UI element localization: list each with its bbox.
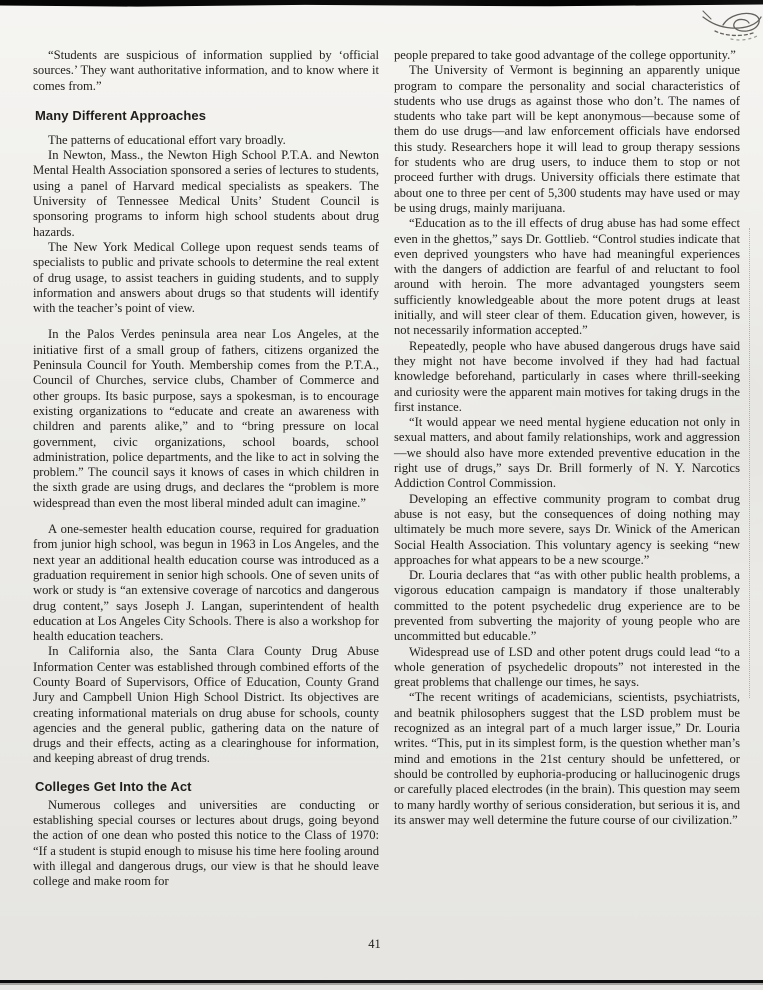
paragraph: Repeatedly, people who have abused dangerous drugs have said they might not have become involved if they had had factual knowledge beforehand, particularly in cases where thrill-seeking and curiosity were the apparent main motives for taking drugs in the first instance. <box>394 338 740 414</box>
right-column <box>394 48 740 890</box>
paragraph: In the Palos Verdes peninsula area near Los Angeles, at the initiative first of a small group of fathers, citizens organized the Peninsula Council for Youth. Membership comes from the P.T.A., Council of Churches, service clubs, Chamber of Commerce and other groups. Its basic purpose, says a spokesman, is to encourage existing organizations to “educate and create an awareness with children and parents alike,” and to “bring pressure on local government, civic organizations, school boards, school administration, police departments, and the like to act in solving the problem.” The council says it knows of cases in which children in the sixth grade are using drugs, and declares the “problem is more widespread than even the most liberal minded adult can imagine.” <box>33 327 379 510</box>
scan-edge-artifact-bottom <box>0 980 763 983</box>
scan-edge-artifact-top <box>0 0 763 7</box>
scan-edge-artifact-right <box>749 228 750 698</box>
paragraph: The patterns of educational effort vary broadly. <box>48 132 286 147</box>
paragraph: Developing an effective community program to combat drug abuse is not easy, but the consequences of doing nothing may ultimately be much more severe, says Dr. Winick of the American Social Health Association. This voluntary agency is seeking “new approaches for what appears to be a new scourge.” <box>394 491 740 567</box>
paragraph: “Education as to the ill effects of drug abuse has had some effect even in the ghettos,” says Dr. Gottlieb. “Control studies indicate that even deprived youngsters who have had meaningful experiences with the dangers of addiction are fearful of and reluctant to fool around with heroin. The more advantaged youngsters seem sufficiently knowledgeable about the more potent drugs at least initially, and will steer clear of them. Education given, however, is not necessarily information accepted.” <box>394 216 740 338</box>
paragraph: “It would appear we need mental hygiene education not only in sexual matters, and about family relationships, work and aggression—we should also have more extended preventive education in the right use of drugs,” says Dr. Brill formerly of N. Y. Narcotics Addiction Control Commission. <box>394 415 740 491</box>
left-column <box>33 48 379 890</box>
two-column-text-body <box>33 48 741 890</box>
section-heading-colleges-get-into-the-act: Colleges Get Into the Act <box>35 778 192 794</box>
paragraph: A one-semester health education course, required for graduation from junior high school, was begun in 1963 in Los Angeles, and the next year an additional health education course was introduced as a graduation requirement in senior high schools. One of seven units of work or study is “an extensive coverage of narcotics and dangerous drug content,” says Joseph J. Langan, superintendent of health education at Los Angeles City Schools. There is also a workshop for health education teachers. <box>33 522 379 644</box>
paragraph: The New York Medical College upon request sends teams of specialists to public and private schools to determine the real extent of drug usage, to assist teachers in guiding students, and to supply information and answers about drugs so that students will identify with the teacher’s point of view. <box>33 239 379 316</box>
paragraph-continuation: people prepared to take good advantage of the college opportunity.” <box>394 48 736 62</box>
paragraph-intro-quote: “Students are suspicious of information supplied by ‘official sources.’ They want authoritative information, and to know where it comes from.” <box>33 48 379 93</box>
paragraph: “The recent writings of academicians, scientists, psychiatrists, and beatnik philosophers suggest that the LSD problem must be recognized as an integral part of a much larger issue,” Dr. Louria writes. “This, put in its simplest form, is the question whether man’s mind and emotions in the 21st century should be unfettered, or should be controlled by euphoria-producing or hallucinogenic drugs or carefully placed electrodes (in the brain). This question may seem to many hardly worthy of serious consideration, but serious it is, and its answer may well determine the future course of our civilization.” <box>394 690 740 827</box>
paragraph: Widespread use of LSD and other potent drugs could lead “to a whole generation of psychedelic dropouts” not interested in the great problems that challenge our times, he says. <box>394 644 740 690</box>
paragraph: The University of Vermont is beginning an apparently unique program to compare the personality and social characteristics of students who use drugs as against those who don’t. The names of students who take part will be kept anonymous—because some of them do use drugs—and law enforcement officials have endorsed this study. Researchers hope it will lead to group therapy sessions for students who are drug users, to induce them to stop or not proceed further with drugs. University officials there estimate that about one to three per cent of 5,300 students may have used or may be using drugs, mainly marijuana. <box>394 63 740 215</box>
section-heading-many-different-approaches: Many Different Approaches <box>35 107 207 123</box>
paragraph: Numerous colleges and universities are conducting or establishing special courses or lectures about drugs, going beyond the action of one dean who posted this notice to the Class of 1970: “If a student is stupid enough to misuse his time here fooling around with illegal and dangerous drugs, our view is that he should leave college and make room for <box>33 797 379 889</box>
paragraph: Dr. Louria declares that “as with other public health problems, a vigorous education campaign is mandatory if those unalterably committed to the potent psychedelic drug experience are to be prevented from subverting the majority of young people who are uncommitted but educable.” <box>394 568 740 644</box>
paragraph: In Newton, Mass., the Newton High School P.T.A. and Newton Mental Health Association sponsored a series of lectures to students, using a panel of Harvard medical specialists as speakers. The University of Tennessee Medical Units’ Student Council is sponsoring programs to inform high school students about drug hazards. <box>33 148 379 239</box>
paragraph: In California also, the Santa Clara County Drug Abuse Information Center was established through combined efforts of the County Board of Supervisors, Office of Education, County Grand Jury and Campbell Union High School District. Its objectives are creating informational materials on drug abuse for schools, county agencies and the general public, gathering data on the nature of drugs and their effects, acting as a clearinghouse for information, and keeping abreast of drug trends. <box>33 644 379 766</box>
page-number: 41 <box>368 937 381 951</box>
